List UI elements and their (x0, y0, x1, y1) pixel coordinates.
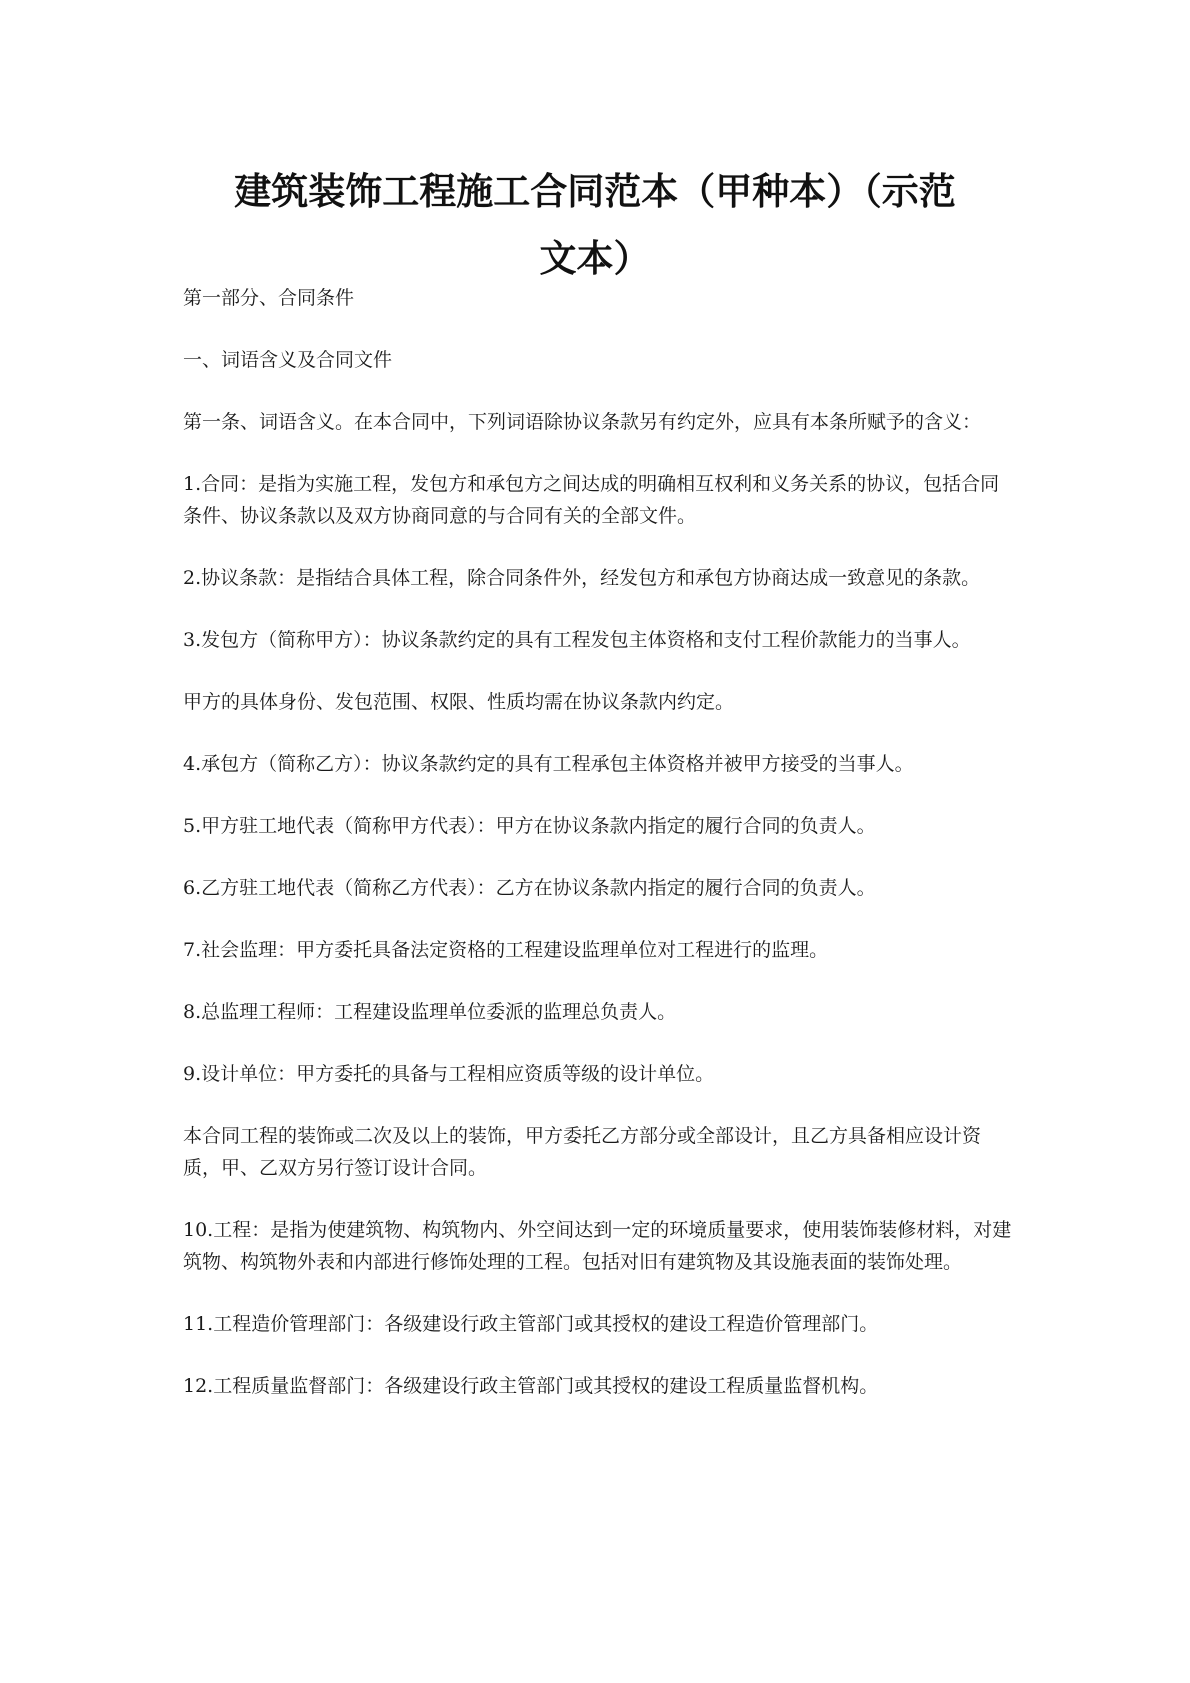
paragraph-item-9: 9.设计单位：甲方委托的具备与工程相应资质等级的设计单位。 (183, 1063, 715, 1085)
paragraph-item-5: 5.甲方驻工地代表（简称甲方代表）：甲方在协议条款内指定的履行合同的负责人。 (183, 815, 876, 837)
paragraph-item-3-note: 甲方的具体身份、发包范围、权限、性质均需在协议条款内约定。 (183, 691, 735, 713)
section-heading: 一、词语含义及合同文件 (183, 349, 393, 371)
paragraph-item-2: 2.协议条款：是指结合具体工程，除合同条件外，经发包方和承包方协商达成一致意见的条款。 (183, 567, 981, 589)
paragraph-item-3: 3.发包方（简称甲方）：协议条款约定的具有工程发包主体资格和支付工程价款能力的当事人。 (183, 629, 971, 651)
paragraph-item-11: 11.工程造价管理部门：各级建设行政主管部门或其授权的建设工程造价管理部门。 (183, 1313, 879, 1335)
document-body (183, 282, 1013, 1432)
paragraph-item-1: 1.合同：是指为实施工程，发包方和承包方之间达成的明确相互权利和义务关系的协议，包括合同条件、协议条款以及双方协商同意的与合同有关的全部文件。 (183, 473, 1000, 527)
part-heading: 第一部分、合同条件 (183, 287, 355, 309)
paragraph-item-7: 7.社会监理：甲方委托具备法定资格的工程建设监理单位对工程进行的监理。 (183, 939, 829, 961)
paragraph-item-9-note: 本合同工程的装饰或二次及以上的装饰，甲方委托乙方部分或全部设计，且乙方具备相应设计资质，甲、乙双方另行签订设计合同。 (183, 1125, 982, 1179)
paragraph-item-8: 8.总监理工程师：工程建设监理单位委派的监理总负责人。 (183, 1001, 677, 1023)
document-title-line-2: 文本） (539, 237, 651, 280)
paragraph-item-4: 4.承包方（简称乙方）：协议条款约定的具有工程承包主体资格并被甲方接受的当事人。 (183, 753, 914, 775)
paragraph-article-1: 第一条、词语含义。在本合同中，下列词语除协议条款另有约定外，应具有本条所赋予的含义： (183, 411, 982, 433)
paragraph-item-6: 6.乙方驻工地代表（简称乙方代表）：乙方在协议条款内指定的履行合同的负责人。 (183, 877, 876, 899)
paragraph-item-12: 12.工程质量监督部门：各级建设行政主管部门或其授权的建设工程质量监督机构。 (183, 1375, 879, 1397)
document-title-line-1: 建筑装饰工程施工合同范本（甲种本）（示范 (234, 170, 956, 213)
paragraph-item-10: 10.工程：是指为使建筑物、构筑物内、外空间达到一定的环境质量要求，使用装饰装修材料，对建筑物、构筑物外表和内部进行修饰处理的工程。包括对旧有建筑物及其设施表面的装饰处理。 (183, 1219, 1012, 1273)
document-title (170, 158, 1020, 292)
